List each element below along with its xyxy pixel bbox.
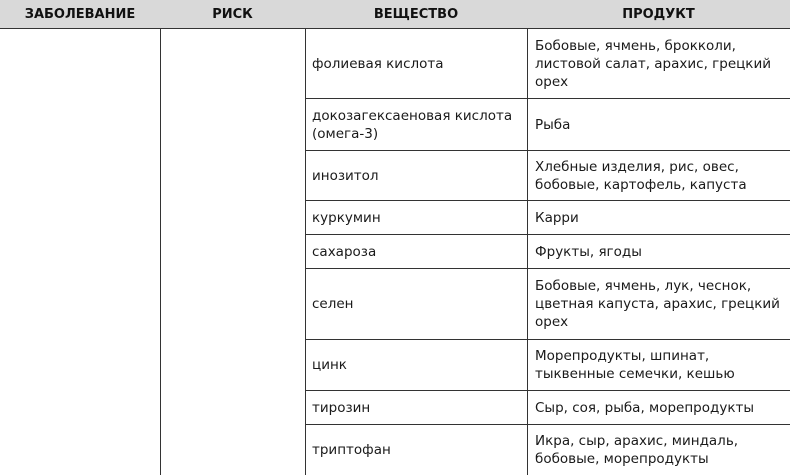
substance-cell: инозитол (312, 167, 379, 184)
product-cell: Фрукты, ягоды (535, 243, 642, 260)
table-header (0, 0, 790, 29)
product-cell: Карри (535, 209, 579, 226)
substance-cell: куркумин (312, 209, 381, 226)
product-cell: Бобовые, ячмень, лук, чеснок, цветная капуста, арахис, грецкий орех (535, 278, 780, 330)
product-cell: Хлебные изделия, рис, овес, бобовые, картофель, капуста (535, 158, 747, 193)
product-cell: Морепродукты, шпинат, тыквенные семечки, кешью (535, 348, 735, 382)
product-cell: Бобовые, ячмень, брокколи, листовой салат, арахис, грецкий орех (535, 37, 772, 90)
substance-cell: фолиевая кислота (312, 55, 444, 72)
substance-cell: тирозин (312, 399, 371, 416)
column-divider (527, 29, 528, 475)
substance-cell: селен (312, 296, 354, 312)
substance-cell: докозагексаеновая кислота (омега-3) (312, 107, 513, 142)
substance-cell: цинк (312, 357, 347, 373)
header-risk: РИСК (212, 7, 253, 22)
product-cell: Сыр, соя, рыба, морепродукты (535, 399, 755, 416)
product-cell: Рыба (535, 116, 571, 133)
header-disease: ЗАБОЛЕВАНИЕ (24, 7, 136, 22)
header-substance: ВЕЩЕСТВО (373, 7, 459, 22)
column-divider (160, 29, 161, 475)
header-product: ПРОДУКТ (622, 7, 695, 22)
column-divider (305, 29, 306, 475)
substance-cell: сахароза (312, 243, 377, 260)
product-cell: Икра, сыр, арахис, миндаль, бобовые, морепродукты (535, 433, 739, 467)
substance-cell: триптофан (312, 442, 391, 458)
